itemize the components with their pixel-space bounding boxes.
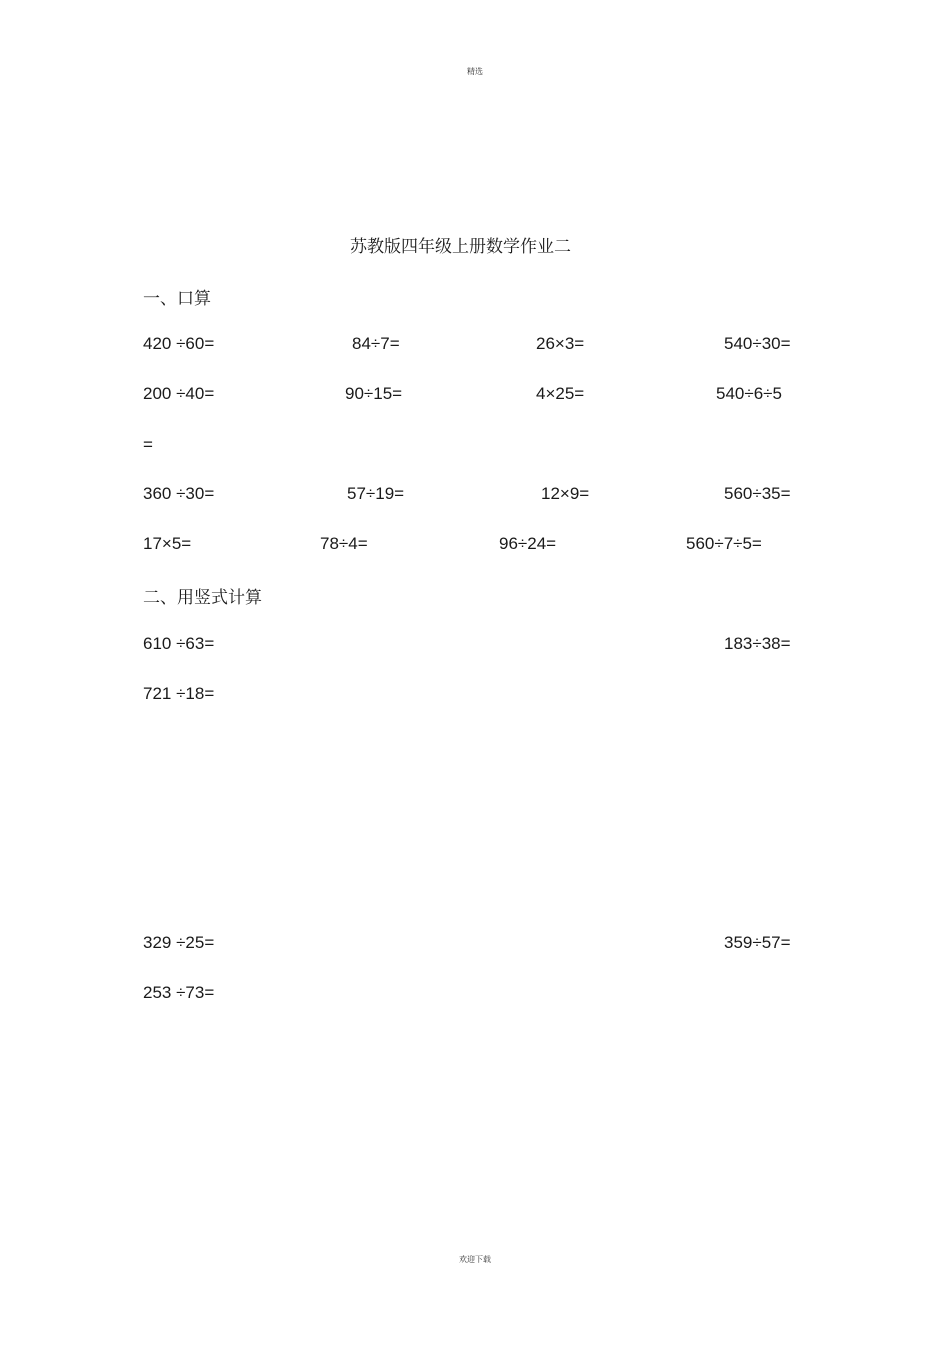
- section-heading-oral: 一、口算: [143, 289, 211, 309]
- problem: 610 ÷63=: [143, 634, 215, 653]
- expr: 12×9=: [541, 484, 590, 503]
- problem: 253 ÷73=: [143, 983, 215, 1002]
- expr: 540÷30=: [724, 334, 791, 353]
- problem: 183÷38=: [724, 634, 791, 653]
- expr: 420 ÷60=: [143, 334, 215, 353]
- expr: 4×25=: [536, 384, 585, 403]
- page-title: 苏教版四年级上册数学作业二: [350, 237, 571, 257]
- expr: 84÷7=: [352, 334, 400, 353]
- section-heading-vertical: 二、用竖式计算: [143, 588, 262, 608]
- expr: 96÷24=: [499, 534, 557, 553]
- expr: 560÷7÷5=: [686, 534, 762, 553]
- expr: 200 ÷40=: [143, 384, 215, 403]
- problem: 721 ÷18=: [143, 684, 215, 703]
- problem: 329 ÷25=: [143, 933, 215, 952]
- expr-continuation: =: [143, 435, 153, 454]
- footer-mark: 欢迎下载: [459, 1255, 491, 1264]
- problem: 359÷57=: [724, 933, 791, 952]
- expr: 540÷6÷5: [716, 384, 782, 403]
- expr: 17×5=: [143, 534, 192, 553]
- expr: 26×3=: [536, 334, 585, 353]
- expr: 90÷15=: [345, 384, 403, 403]
- expr: 78÷4=: [320, 534, 368, 553]
- expr: 360 ÷30=: [143, 484, 215, 503]
- expr: 560÷35=: [724, 484, 791, 503]
- expr: 57÷19=: [347, 484, 405, 503]
- header-mark: 精选: [467, 67, 483, 76]
